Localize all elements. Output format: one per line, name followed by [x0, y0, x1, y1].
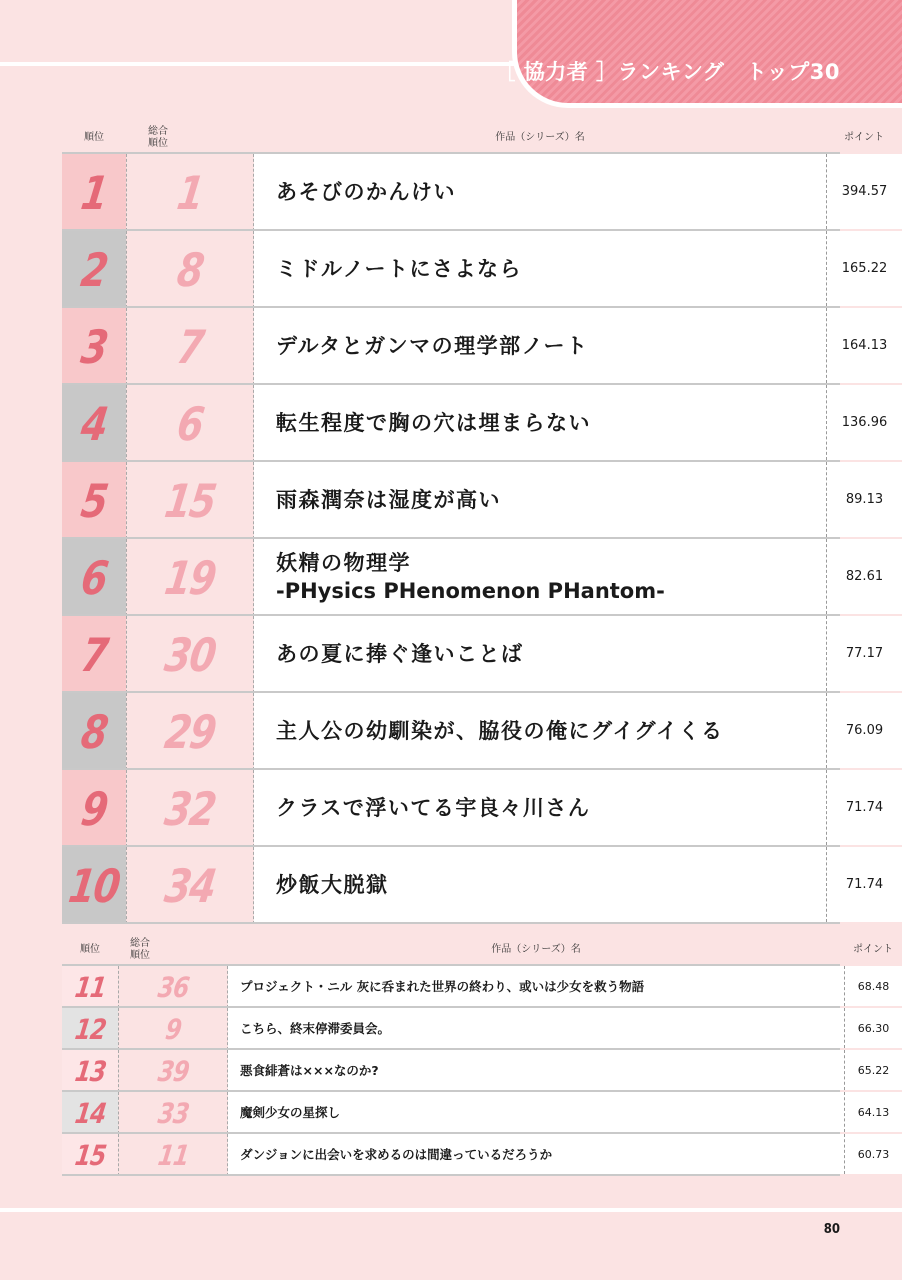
rank-cell — [62, 966, 118, 1008]
ranking-row — [62, 539, 884, 616]
rank-cell — [62, 1008, 118, 1050]
points-cell — [844, 1134, 902, 1174]
points-cell — [826, 770, 902, 845]
total-rank-number: 30 — [161, 627, 219, 682]
ranking-row — [62, 1050, 890, 1092]
rank-cell — [62, 1092, 118, 1134]
points-value: 68.48 — [857, 979, 890, 993]
ranking-row — [62, 770, 884, 847]
points-value: 136.96 — [841, 415, 888, 430]
work-title-cell — [228, 1050, 844, 1090]
total-rank-number: 32 — [161, 781, 219, 836]
work-title-cell — [254, 462, 826, 537]
rank-number: 11 — [72, 970, 108, 1004]
total-rank-number: 6 — [173, 396, 207, 451]
rank-number: 8 — [77, 704, 111, 759]
work-title-cell — [228, 1008, 844, 1048]
work-title: こちら、終末停滞委員会。 — [240, 1021, 391, 1036]
points-value: 71.74 — [845, 800, 884, 815]
points-value: 60.73 — [857, 1147, 890, 1161]
work-title-cell — [254, 385, 826, 460]
total-rank-cell — [126, 539, 254, 616]
total-rank-cell — [126, 847, 254, 924]
top-ranking-table — [62, 120, 888, 926]
rank-cell — [62, 154, 126, 231]
points-cell — [844, 1050, 902, 1090]
total-rank-number: 11 — [155, 1138, 191, 1172]
header-tab — [512, 0, 902, 108]
points-value: 165.22 — [841, 261, 888, 276]
work-subtitle: -PHysics PHenomenon PHantom- — [276, 578, 665, 603]
footer-rule — [0, 1208, 902, 1212]
total-rank-cell — [118, 1134, 228, 1176]
work-title-cell — [254, 847, 826, 922]
work-title: 悪食緋蒼は×××なのか? — [240, 1063, 379, 1078]
total-rank-number: 33 — [155, 1096, 191, 1130]
lower-ranking-table — [62, 936, 893, 1176]
points-cell — [844, 1008, 902, 1048]
rank-number: 3 — [77, 319, 111, 374]
points-cell — [826, 462, 902, 537]
total-rank-number: 7 — [173, 319, 207, 374]
col-title-header: 作品（シリーズ）名 — [495, 132, 585, 143]
total-rank-cell — [126, 154, 254, 231]
points-value: 64.13 — [857, 1105, 890, 1119]
col-points-header: ポイント — [844, 132, 884, 143]
total-rank-number: 8 — [173, 242, 207, 297]
work-title-cell — [254, 539, 826, 614]
rank-cell — [62, 770, 126, 847]
points-value: 394.57 — [841, 184, 888, 199]
total-rank-number: 9 — [163, 1012, 183, 1046]
points-cell — [826, 539, 902, 614]
total-rank-cell — [126, 462, 254, 539]
points-cell — [826, 385, 902, 460]
rank-number: 2 — [77, 242, 111, 297]
rank-number: 10 — [65, 858, 123, 913]
work-title-cell — [254, 616, 826, 691]
table-top-rule — [62, 152, 840, 154]
total-rank-cell — [118, 1050, 228, 1092]
work-title-cell — [254, 308, 826, 383]
work-title: ミドルノートにさよなら — [276, 256, 523, 281]
col-total-rank-header: 総合 順位 — [148, 126, 168, 149]
ranking-row — [62, 847, 884, 924]
col-total-rank-header-small: 総合 順位 — [130, 938, 150, 961]
col-rank-header-small: 順位 — [80, 944, 100, 955]
work-title: あそびのかんけい — [276, 179, 456, 204]
rank-number: 12 — [72, 1012, 108, 1046]
ranking-row — [62, 385, 888, 462]
work-title: クラスで浮いてる宇良々川さん — [276, 795, 591, 820]
rank-cell — [62, 616, 126, 693]
total-rank-number: 34 — [161, 858, 219, 913]
rank-cell — [62, 693, 126, 770]
total-rank-number: 15 — [161, 473, 219, 528]
ranking-row — [62, 308, 888, 385]
col-points-header-small: ポイント — [853, 944, 893, 955]
ranking-row — [62, 1008, 890, 1050]
total-rank-number: 19 — [161, 550, 219, 605]
rank-cell — [62, 231, 126, 308]
rank-cell — [62, 462, 126, 539]
table-top-rule — [62, 964, 840, 966]
rank-number: 9 — [77, 781, 111, 836]
total-rank-cell — [126, 231, 254, 308]
rank-number: 13 — [72, 1054, 108, 1088]
ranking-row — [62, 462, 884, 539]
points-cell — [826, 231, 902, 306]
ranking-row — [62, 616, 884, 693]
work-title: あの夏に捧ぐ逢いことば — [276, 641, 524, 666]
row-divider — [62, 922, 840, 924]
row-divider — [62, 1174, 840, 1176]
points-cell — [826, 154, 902, 229]
points-cell — [826, 308, 902, 383]
points-value: 164.13 — [841, 338, 888, 353]
work-title: プロジェクト・ニル 灰に呑まれた世界の終わり、或いは少女を救う物語 — [240, 979, 645, 994]
total-rank-cell — [126, 770, 254, 847]
rank-number: 14 — [72, 1096, 108, 1130]
work-title-cell — [254, 154, 826, 229]
total-rank-cell — [126, 308, 254, 385]
ranking-row — [62, 231, 888, 308]
work-title: ダンジョンに出会いを求めるのは間違っているだろうか — [240, 1147, 553, 1162]
total-rank-cell — [126, 385, 254, 462]
work-title: 主人公の幼馴染が、脇役の俺にグイグイくる — [276, 718, 724, 743]
page-number: 80 — [823, 1222, 840, 1237]
total-rank-number: 39 — [155, 1054, 191, 1088]
points-cell — [826, 616, 902, 691]
points-value: 89.13 — [845, 492, 884, 507]
work-title: 雨森潤奈は湿度が高い — [276, 487, 501, 512]
rank-number: 1 — [77, 165, 111, 220]
rank-cell — [62, 847, 126, 924]
work-title: デルタとガンマの理学部ノート — [276, 333, 589, 358]
rank-cell — [62, 1134, 118, 1176]
points-cell — [844, 966, 902, 1006]
ranking-row — [62, 154, 888, 231]
page-title: ［ 協力者 ］ランキング トップ30 — [494, 60, 840, 84]
rank-number: 4 — [77, 396, 111, 451]
points-value: 82.61 — [845, 569, 884, 584]
rank-number: 6 — [77, 550, 111, 605]
work-title-cell — [254, 693, 826, 768]
rank-cell — [62, 539, 126, 616]
work-title-cell — [228, 1092, 844, 1132]
work-title: 魔剣少女の星探し — [240, 1105, 341, 1120]
total-rank-cell — [118, 966, 228, 1008]
rank-cell — [62, 308, 126, 385]
points-value: 65.22 — [857, 1063, 890, 1077]
total-rank-number: 29 — [161, 704, 219, 759]
rank-cell — [62, 385, 126, 462]
points-cell — [826, 847, 902, 922]
total-rank-cell — [118, 1008, 228, 1050]
total-rank-cell — [118, 1092, 228, 1134]
work-title-cell — [254, 231, 826, 306]
work-title: 炒飯大脱獄 — [276, 872, 389, 897]
work-title-cell — [228, 966, 844, 1006]
points-value: 71.74 — [845, 877, 884, 892]
points-value: 76.09 — [845, 723, 884, 738]
col-title-header-small: 作品（シリーズ）名 — [491, 944, 581, 955]
header-rule — [0, 62, 560, 66]
rank-number: 5 — [77, 473, 111, 528]
total-rank-cell — [126, 616, 254, 693]
points-cell — [844, 1092, 902, 1132]
rank-cell — [62, 1050, 118, 1092]
rank-number: 15 — [72, 1138, 108, 1172]
total-rank-number: 36 — [155, 970, 191, 1004]
ranking-row — [62, 966, 890, 1008]
points-value: 77.17 — [845, 646, 884, 661]
rank-number: 7 — [77, 627, 111, 682]
ranking-row — [62, 693, 884, 770]
points-cell — [826, 693, 902, 768]
ranking-row — [62, 1134, 890, 1176]
col-rank-header: 順位 — [84, 132, 104, 143]
total-rank-number: 1 — [173, 165, 207, 220]
ranking-row — [62, 1092, 890, 1134]
work-title: 転生程度で胸の穴は埋まらない — [276, 410, 591, 435]
work-title-cell — [228, 1134, 844, 1174]
work-title-cell — [254, 770, 826, 845]
work-title: 妖精の物理学 — [276, 550, 411, 575]
total-rank-cell — [126, 693, 254, 770]
points-value: 66.30 — [857, 1021, 890, 1035]
